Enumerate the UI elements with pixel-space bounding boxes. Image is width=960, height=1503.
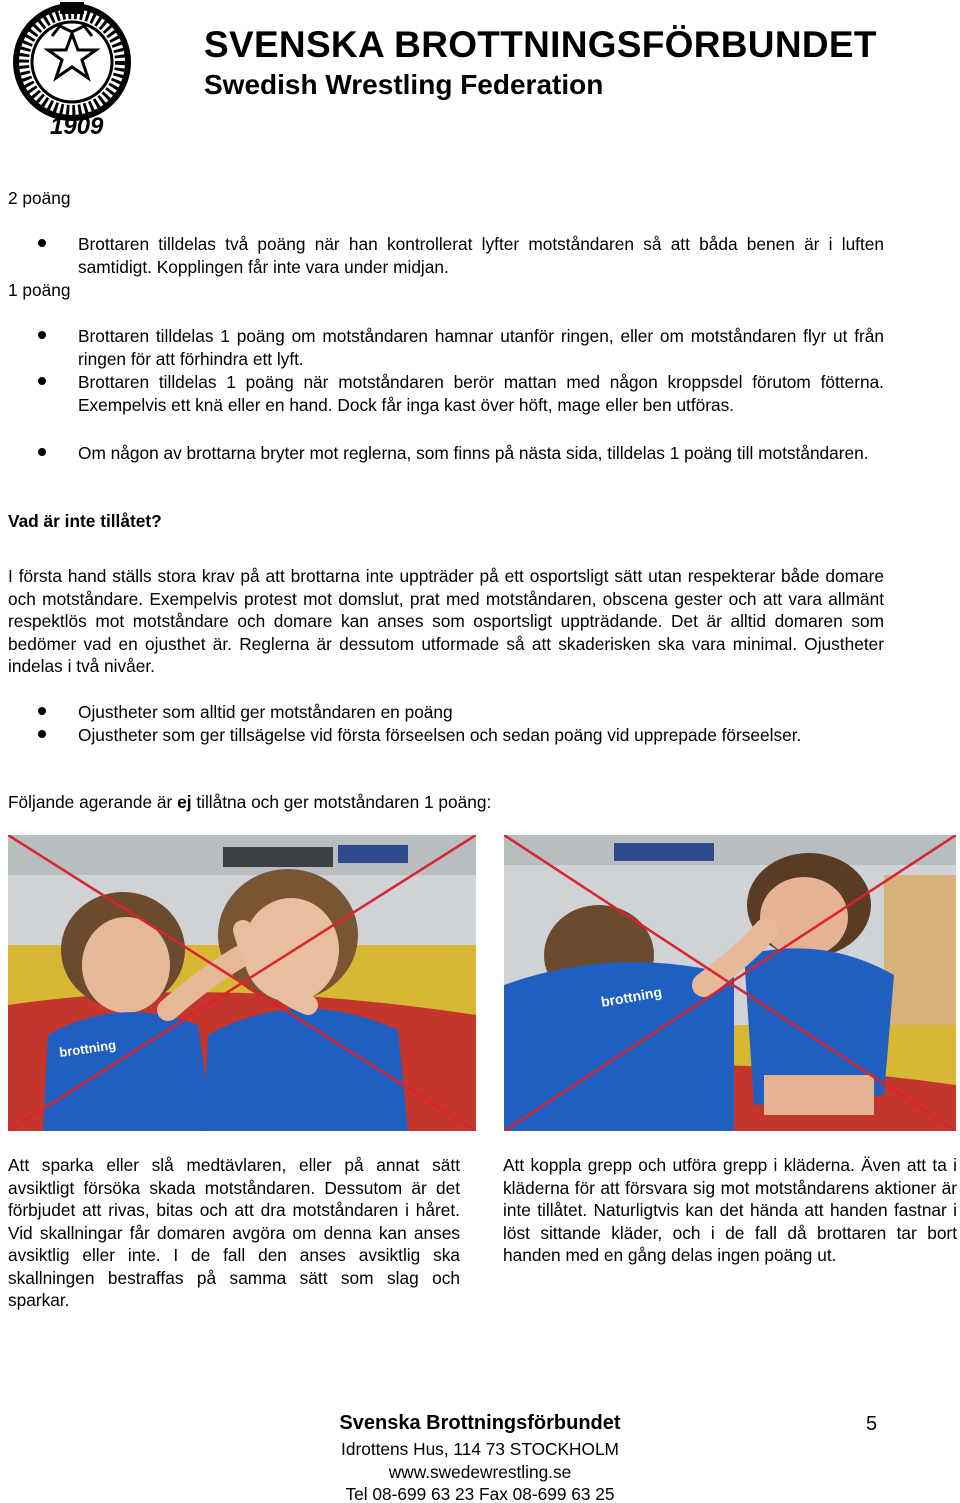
- footer-org: Svenska Brottningsförbundet: [339, 1412, 621, 1434]
- bullet-icon: [38, 377, 46, 385]
- footer-address: Idrottens Hus, 114 73 STOCKHOLM: [341, 1439, 619, 1459]
- bullet-icon: [38, 448, 46, 456]
- photo-clothing-grip: [504, 835, 956, 1131]
- offence-level: Ojustheter som ger tillsägelse vid första förseelsen och sedan poäng vid upprepade förseelser.: [78, 725, 802, 745]
- logo-year: 1909: [50, 113, 104, 140]
- bullet-icon: [38, 331, 46, 339]
- caption-left: Att sparka eller slå medtävlaren, eller på annat sätt avsiktligt försöka skada motståndaren. Dessutom är det förbjudet att rivas, bitas och att dra motståndaren i håret. Vid skallningar får domaren avgöra om denna kan anses avsiktlig eller inte. I de fall den anses avsiktlig ska skallningen bestraffas på samma sätt som slag och sparkar.: [8, 1155, 460, 1310]
- bullet-icon: [38, 730, 46, 738]
- photo-hair-pulling: [8, 835, 476, 1131]
- section-paragraph: I första hand ställs stora krav på att brottarna inte uppträder på ett osportsligt sätt utan respekterar både domare och motståndare. Exempelvis protest mot domslut, prat med motståndaren, obscena gester och att vara allmänt respektlös mot motståndare och domare kan anses som osportsligt uppträdande. Det är alltid domaren som bedömer vad en ojusthet är. Reglerna är dessutom utformade så att skaderisken ska vara minimal. Ojustheter indelas i två nivåer.: [8, 566, 884, 676]
- bullet-icon: [38, 239, 46, 247]
- lead-sentence: Följande agerande är ej tillåtna och ger motståndaren 1 poäng:: [8, 792, 492, 812]
- federation-crest-icon: [0, 0, 145, 140]
- caption-right: Att koppla grepp och utföra grepp i kläderna. Även att ta i kläderna för att försvara sig mot motståndarens aktioner är inte tillåtet. Naturligtvis kan det hända att handen fastnar i löst sittande kläder, och i de fall då brottaren tar bort handen med en gång delas ingen poäng ut.: [503, 1155, 957, 1265]
- bullet-icon: [38, 707, 46, 715]
- lead-emphasis: ej: [177, 792, 192, 812]
- two-points-rule: Brottaren tilldelas två poäng när han kontrollerat lyfter motståndaren så att båda benen är i luften samtidigt. Kopplingen får inte vara under midjan.: [78, 234, 884, 277]
- footer-website[interactable]: www.swedewrestling.se: [388, 1462, 572, 1482]
- offence-level: Ojustheter som alltid ger motståndaren en poäng: [78, 702, 453, 722]
- page-number: 5: [866, 1413, 878, 1435]
- org-name-english: Swedish Wrestling Federation: [204, 69, 604, 100]
- one-point-rule: Om någon av brottarna bryter mot reglerna, som finns på nästa sida, tilldelas 1 poäng till motståndaren.: [78, 443, 869, 463]
- org-name: SVENSKA BROTTNINGSFÖRBUNDET: [204, 24, 877, 65]
- section-heading: Vad är inte tillåtet?: [8, 511, 162, 531]
- one-point-rule: Brottaren tilldelas 1 poäng om motståndaren hamnar utanför ringen, eller om motståndaren flyr ut från ringen för att förhindra ett lyft.: [78, 326, 884, 369]
- shirt-print: brottning: [58, 1037, 117, 1060]
- one-point-label: 1 poäng: [8, 280, 71, 300]
- two-points-label: 2 poäng: [8, 188, 71, 208]
- one-point-rule: Brottaren tilldelas 1 poäng när motståndaren berör mattan med någon kroppsdel förutom fötterna. Exempelvis ett knä eller en hand. Dock får inga kast över höft, mage eller ben utföras.: [78, 372, 884, 415]
- footer-phone: Tel 08-699 63 23 Fax 08-699 63 25: [345, 1484, 615, 1503]
- shirt-print: brottning: [599, 983, 664, 1010]
